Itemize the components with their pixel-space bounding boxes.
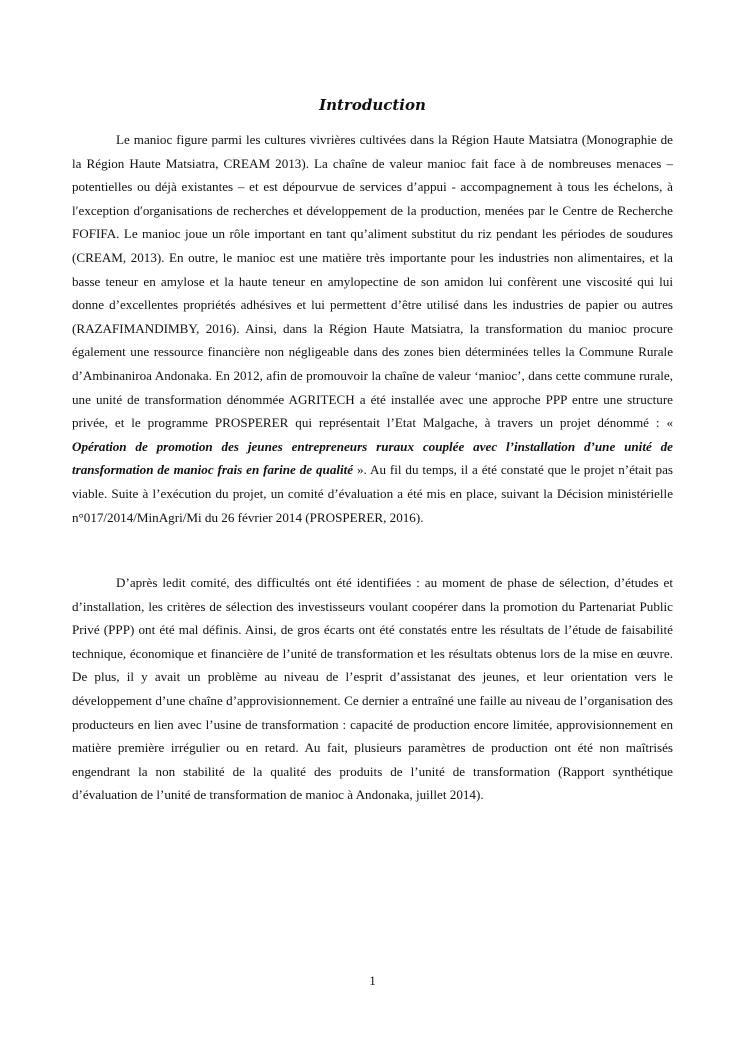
paragraph-1-text-before: Le manioc figure parmi les cultures vivrières cultivées dans la Région Haute Matsiatra (Monographie de la Région Haute Matsiatra, CREAM 2013). La chaîne de valeur manioc fait face à de nombreuses menaces – potentielles ou déjà existantes – et est dépourvue de services d’appui - accompagnement à tous les échelons, à l′exception d′organisations de recherches et développement de la production, menées par le Centre de Recherche FOFIFA. Le manioc joue un rôle important en tant qu’aliment substitut du riz pendant les périodes de soudures (CREAM, 2013). En outre, le manioc est une matière très importante pour les industries non alimentaires, et la basse teneur en amylose et la haute teneur en amylopectine de son amidon lui confèrent une viscosité qui lui donne d’excellentes propriétés adhésives et lui permettent d’être utilisé dans les industries de papier ou autres (RAZAFIMANDIMBY, 2016). Ainsi, dans la Région Haute Matsiatra, la transformation du manioc procure également une ressource financière non négligeable dans des zones bien déterminées telles la Commune Rurale d’Ambinaniroa Andonaka. En 2012, afin de promouvoir la chaîne de valeur ‘manioc’, dans cette commune rurale, une unité de transformation dénommée AGRITECH a été installée avec une approche PPP entre une structure privée, et le programme PROSPERER qui représentait l’Etat Malgache, à travers un projet dénommé : « xyxy=(72,132,673,431)
paragraph-1 xyxy=(72,128,673,529)
page-title: Introduction xyxy=(319,96,426,114)
page-number: 1 xyxy=(369,973,376,988)
project-name-emphasis: Opération de promotion des jeunes entrepreneurs ruraux couplée avec l’installation d’une unité de transformation de manioc frais en farine de qualité xyxy=(72,438,673,478)
paragraph-1-text-after: ». Au fil du temps, il a été constaté que le projet n’était pas viable. Suite à l’exécution du projet, un comité d’évaluation a été mis en place, suivant la Décision ministérielle n°017/2014/MinAgri/Mi du 26 février 2014 (PROSPERER, 2016). xyxy=(72,462,673,525)
paragraph-2: D’après ledit comité, des difficultés ont été identifiées : au moment de phase de sélection, d’études et d’installation, les critères de sélection des investisseurs voulant coopérer dans la promotion du Partenariat Public Privé (PPP) ont été mal définis. Ainsi, de gros écarts ont été constatés entre les résultats de l’étude de faisabilité technique, économique et financière de l’unité de transformation et les résultats obtenus lors de la mise en œuvre. De plus, il y avait un problème au niveau de l’esprit d’assistanat des jeunes, et leur orientation vers le développement d’une chaîne d’approvisionnement. Ce dernier a entraîné une faille au niveau de l’organisation des producteurs en lien avec l’usine de transformation : capacité de production encore limitée, approvisionnement en matière première irrégulier ou en retard. Au fait, plusieurs paramètres de production ont été non maîtrisés engendrant la non stabilité de la qualité des produits de l’unité de transformation (Rapport synthétique d’évaluation de l’unité de transformation de manioc à Andonaka, juillet 2014). xyxy=(72,575,673,803)
